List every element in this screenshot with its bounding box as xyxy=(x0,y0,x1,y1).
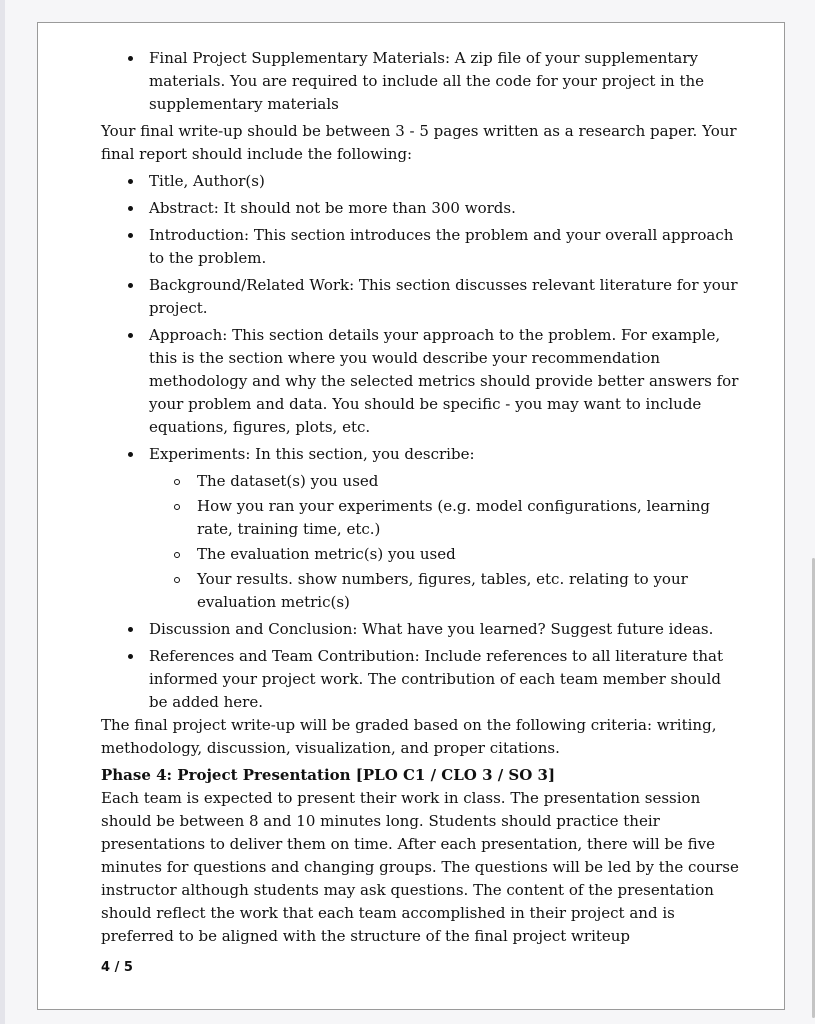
page-number: 4 / 5 xyxy=(101,960,133,975)
document-page xyxy=(37,22,785,1010)
writeup-intro: Your final write-up should be between 3 - 5 pages written as a research paper. Your final report should include the following: xyxy=(101,122,737,163)
list-item: Background/Related Work: This section discusses relevant literature for your project. xyxy=(101,274,741,320)
sub-list-item: The evaluation metric(s) you used xyxy=(101,543,741,566)
list-item: Final Project Supplementary Materials: A zip file of your supplementary materials. You are required to include all the code for your project in the supplementary materials xyxy=(101,47,741,116)
viewer-left-edge xyxy=(0,0,5,1024)
list-item: Abstract: It should not be more than 300 words. xyxy=(101,197,741,220)
sub-list-item: The dataset(s) you used xyxy=(101,470,741,493)
sub-list-item: How you ran your experiments (e.g. model configurations, learning rate, training time, etc.) xyxy=(101,495,741,541)
list-item: References and Team Contribution: Include references to all literature that informed your project work. The contribution of each team member should be added here. xyxy=(101,645,741,714)
sub-list-item: Your results. show numbers, figures, tables, etc. relating to your evaluation metric(s) xyxy=(101,568,741,614)
list-item: Discussion and Conclusion: What have you learned? Suggest future ideas. xyxy=(101,618,741,641)
list-item: Title, Author(s) xyxy=(101,170,741,193)
list-item: Approach: This section details your approach to the problem. For example, this is the section where you would describe your recommendation methodology and why the selected metrics should provide better answers for your problem and data. You should be specific - you may want to include equations, figures, plots, etc. xyxy=(101,324,741,439)
experiments-sublist xyxy=(101,470,741,614)
experiments-label: Experiments: In this section, you describe: xyxy=(149,445,475,463)
page-content xyxy=(101,47,741,952)
phase4-heading: Phase 4: Project Presentation [PLO C1 / CLO 3 / SO 3] xyxy=(101,766,556,784)
report-items-list xyxy=(101,170,741,466)
supplementary-list xyxy=(101,47,741,116)
phase4-body: Each team is expected to present their work in class. The presentation session should be between 8 and 10 minutes long. Students should practice their presentations to deliver them on time. After each presentation, there will be five minutes for questions and changing groups. The questions will be led by the course instructor although students may ask questions. The content of the presentation should reflect the work that each team accomplished in their project and is preferred to be aligned with the structure of the final project writeup xyxy=(101,789,739,945)
list-item: Introduction: This section introduces the problem and your overall approach to the problem. xyxy=(101,224,741,270)
grading-criteria: The final project write-up will be graded based on the following criteria: writing, methodology, discussion, visualization, and proper citations. xyxy=(101,716,717,757)
closing-items-list xyxy=(101,618,741,714)
experiments-item xyxy=(101,443,741,466)
